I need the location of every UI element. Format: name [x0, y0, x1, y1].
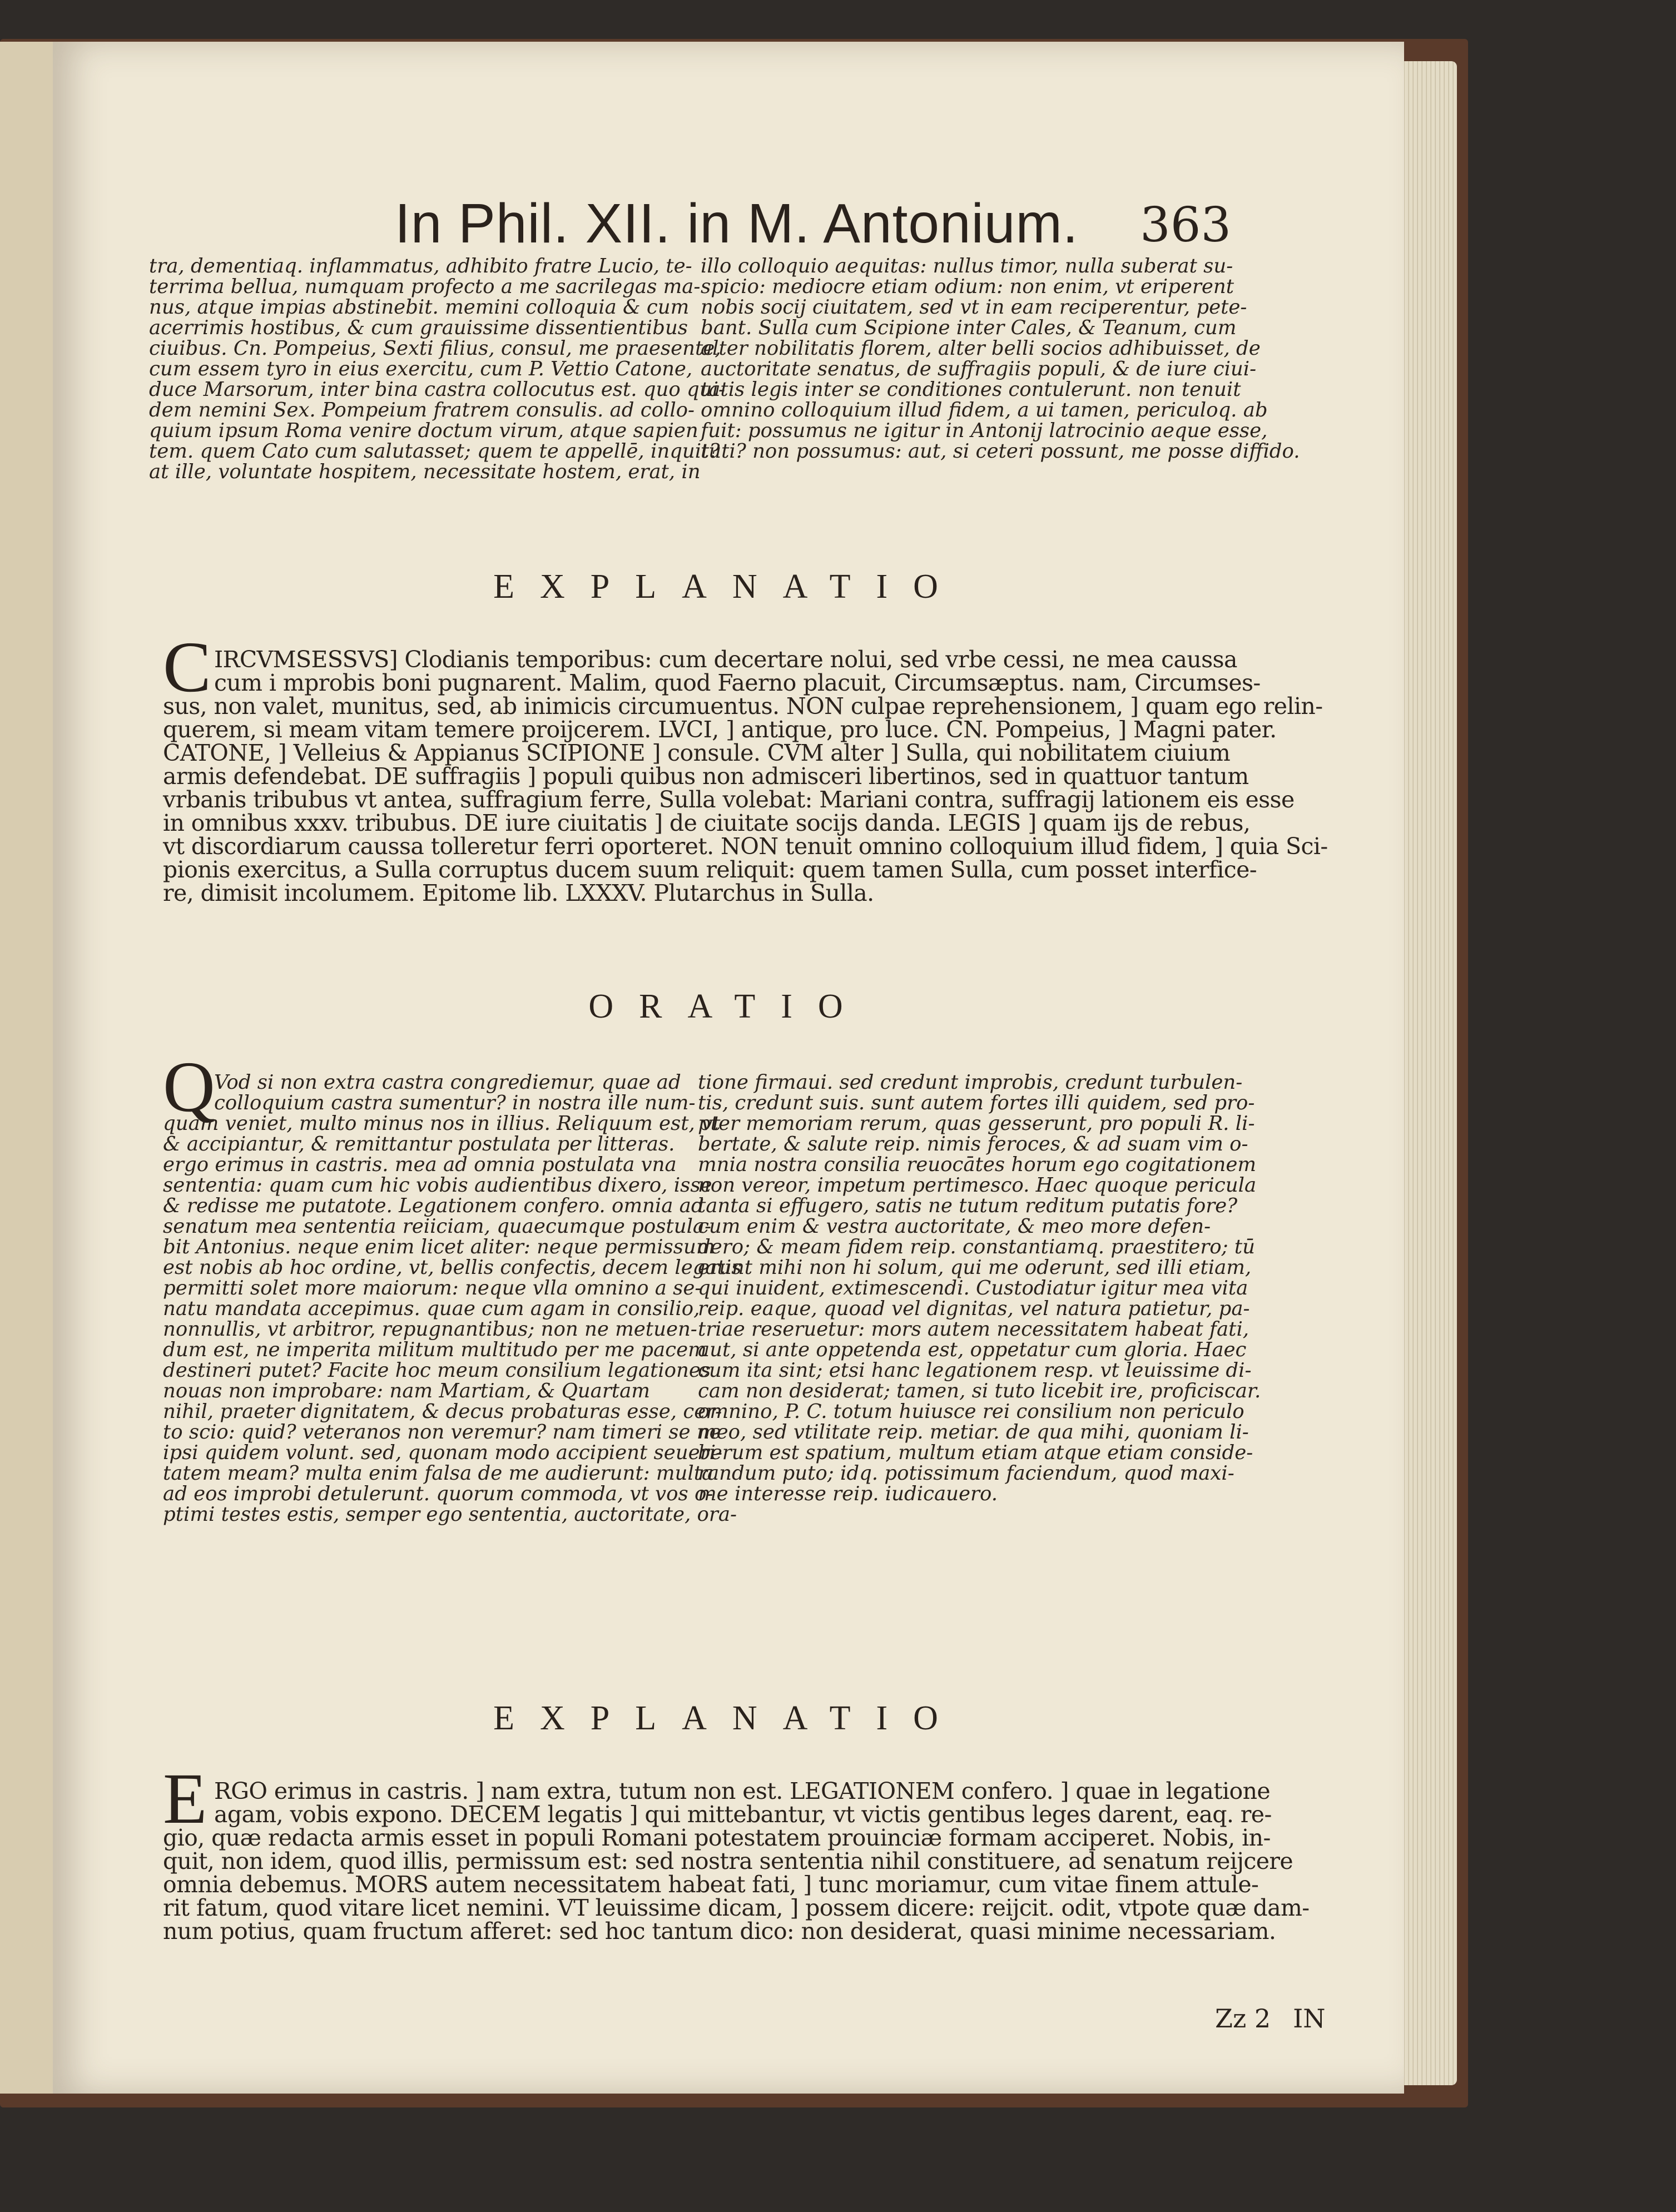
- text-line: omnino, P. C. totum huiusce rei consilium non periculo: [698, 1400, 1244, 1423]
- section-heading-oratio: ORATIO: [588, 988, 869, 1025]
- text-line: tatem meam? multa enim falsa de me audierunt: multa: [163, 1462, 714, 1485]
- explanatio-block-2: [214, 1779, 1272, 1826]
- text-line: acerrimis hostibus, & cum grauissime dissentientibus: [149, 316, 688, 339]
- text-line: sus, non valet, munitus, sed, ab inimicis circumuentus. NON culpae reprehensionem, ] quam ego relin-: [163, 693, 1323, 720]
- text-line: nus, atque impias abstinebit. memini colloquia & cum: [149, 296, 690, 319]
- text-line: CATONE, ] Velleius & Appianus SCIPIONE ] consule. CVM alter ] Sulla, qui nobilitatem ciuium: [163, 740, 1231, 766]
- text-line: nonnullis, vt arbitror, repugnantibus; non ne metuen-: [163, 1318, 697, 1341]
- explanatio-block-2-cont: [163, 1826, 1310, 1943]
- text-line: nobis socij ciuitatem, sed vt in eam reciperentur, pete-: [701, 296, 1247, 319]
- text-line: omnia debemus. MORS autem necessitatem habeat fati, ] tunc moriamur, cum vitae finem attule-: [163, 1871, 1259, 1898]
- page-number: 363: [1140, 197, 1232, 253]
- explanatio-block-1-cont: [163, 695, 1328, 905]
- drop-cap: C: [163, 627, 211, 707]
- text-line: illo colloquio aequitas: nullus timor, nulla suberat su-: [701, 255, 1233, 277]
- explanatio-block-1: [214, 648, 1261, 695]
- drop-cap: Q: [163, 1047, 215, 1127]
- text-line: duce Marsorum, inter bina castra collocutus est. quo qui-: [149, 378, 725, 401]
- text-line: omnino colloquium illud fidem, a ui tamen, periculoq. ab: [701, 399, 1268, 421]
- text-line: qui inuident, extimescendi. Custodiatur igitur mea vita: [698, 1277, 1248, 1300]
- text-line: berum est spatium, multum etiam atque etiam conside-: [698, 1441, 1253, 1464]
- text-line: rit fatum, quod vitare licet nemini. VT leuissime dicam, ] possem dicere: reijcit. odit, vtpote quæ dam-: [163, 1894, 1310, 1921]
- text-line: erunt mihi non hi solum, qui me oderunt, sed illi etiam,: [698, 1256, 1252, 1279]
- text-line: spicio: mediocre etiam odium: non enim, vt eriperent: [701, 275, 1234, 298]
- text-line: dero; & meam fidem reip. constantiamq. praestitero; tū: [698, 1236, 1256, 1258]
- text-line: permitti solet more maiorum: neque vlla omnino a se-: [163, 1277, 702, 1300]
- text-line: re, dimisit incolumem. Epitome lib. LXXXV. Plutarchus in Sulla.: [163, 880, 874, 906]
- text-line: alter nobilitatis florem, alter belli socios adhibuisset, de: [701, 337, 1261, 360]
- signature-line: [1215, 2003, 1348, 2034]
- drop-cap: E: [163, 1759, 207, 1839]
- book-page: [53, 42, 1404, 2094]
- text-line: & accipiantur, & remittantur postulata per litteras.: [163, 1133, 675, 1155]
- text-line: terrima bellua, numquam profecto a me sacrilegas ma-: [149, 275, 701, 298]
- text-line: non vereor, impetum pertimesco. Haec quoque pericula: [698, 1174, 1257, 1197]
- text-line: tuti? non possumus: aut, si ceteri possunt, me posse diffido.: [701, 440, 1300, 463]
- text-line: triae reseruetur: mors autem necessitatem habeat fati,: [698, 1318, 1249, 1341]
- text-line: tem. quem Cato cum salutasset; quem te appellē, inquit?: [149, 440, 720, 463]
- oratio-left-column: [163, 1113, 741, 1525]
- text-line: Vod si non extra castra congrediemur, quae ad: [214, 1071, 681, 1094]
- text-line: senatum mea sententia reiiciam, quaecumque postula-: [163, 1215, 712, 1238]
- text-line: cum i mprobis boni pugnarent. Malim, quod Faerno placuit, Circumsæptus. nam, Circumses-: [214, 669, 1261, 696]
- text-line: RGO erimus in castris. ] nam extra, tutum non est. LEGATIONEM confero. ] quae in legatione: [214, 1778, 1271, 1804]
- text-line: tatis legis inter se conditiones contulerunt. non tenuit: [701, 378, 1241, 401]
- text-line: tra, dementiaq. inflammatus, adhibito fratre Lucio, te-: [149, 255, 692, 277]
- text-line: aut, si ante oppetenda est, oppetatur cum gloria. Haec: [698, 1338, 1247, 1361]
- text-line: tis, credunt suis. sunt autem fortes illi quidem, sed pro-: [698, 1092, 1255, 1114]
- text-line: vrbanis tribubus vt antea, suffragium ferre, Sulla volebat: Mariani contra, suffragij lationem eis esse: [163, 786, 1295, 813]
- section-heading-explanatio: EXPLANATIO: [493, 1699, 964, 1737]
- text-line: armis defendebat. DE suffragiis ] populi quibus non admisceri libertinos, sed in quattuor tantum: [163, 763, 1249, 790]
- text-line: cam non desiderat; tamen, si tuto licebit ire, proficiscar.: [698, 1380, 1261, 1402]
- text-line: destineri putet? Facite hoc meum consilium legationes: [163, 1359, 711, 1382]
- signature-mark: Zz 2: [1215, 2003, 1271, 2034]
- text-line: randum puto; idq. potissimum faciendum, quod maxi-: [698, 1462, 1234, 1485]
- text-line: natu mandata accepimus. quae cum agam in consilio,: [163, 1297, 700, 1320]
- text-line: gio, quæ redacta armis esset in populi Romani potestatem prouinciæ formam acciperet. Nobis, in-: [163, 1824, 1271, 1851]
- text-line: me interesse reip. iudicauero.: [698, 1482, 998, 1505]
- text-line: & redisse me putatote. Legationem confero. omnia ad: [163, 1194, 704, 1217]
- text-line: ptimi testes estis, semper ego sententia, auctoritate, ora-: [163, 1503, 737, 1526]
- top-right-column: [701, 256, 1300, 462]
- text-line: colloquium castra sumentur? in nostra ille num-: [214, 1092, 696, 1114]
- text-line: bertate, & salute reip. nimis feroces, & ad suam vim o-: [698, 1133, 1248, 1155]
- text-line: quium ipsum Roma venire doctum virum, atque sapien: [149, 419, 698, 442]
- text-line: bit Antonius. neque enim licet aliter: neque permissum: [163, 1236, 715, 1258]
- text-line: querem, si meam vitam temere proijcerem. LVCI, ] antique, pro luce. CN. Pompeius, ] Magni pater.: [163, 716, 1277, 743]
- text-line: tanta si effugero, satis ne tutum reditum putatis fore?: [698, 1194, 1238, 1217]
- text-line: nouas non improbare: nam Martiam, & Quartam: [163, 1380, 650, 1402]
- text-line: sententia: quam cum hic vobis audientibus dixero, isse: [163, 1174, 712, 1197]
- text-line: cum ita sint; etsi hanc legationem resp. vt leuissime di-: [698, 1359, 1252, 1382]
- text-line: ad eos improbi detulerunt. quorum commoda, vt vos o-: [163, 1482, 713, 1505]
- text-line: fuit: possumus ne igitur in Antonij latrocinio aeque esse,: [701, 419, 1268, 442]
- text-line: dem nemini Sex. Pompeium fratrem consulis. ad collo-: [149, 399, 695, 421]
- text-line: quam veniet, multo minus nos in illius. Reliquum est, vt: [163, 1112, 721, 1135]
- text-line: IRCVMSESSVS] Clodianis temporibus: cum decertare nolui, sed vrbe cessi, ne mea caussa: [214, 646, 1237, 673]
- text-line: vt discordiarum caussa tolleretur ferri oporteret. NON tenuit omnino colloquium illud fidem, ] quia Sci-: [163, 833, 1328, 860]
- text-line: to scio: quid? veteranos non veremur? nam timeri se ne: [163, 1421, 721, 1444]
- text-line: agam, vobis expono. DECEM legatis ] qui mittebantur, vt victis gentibus leges darent, eaq. re-: [214, 1801, 1272, 1828]
- running-head: In Phil. XII. in M. Antonium.: [395, 192, 1079, 255]
- text-line: mnia nostra consilia reuocātes horum ego cogitationem: [698, 1153, 1257, 1176]
- text-line: bant. Sulla cum Scipione inter Cales, & Teanum, cum: [701, 316, 1237, 339]
- text-line: reip. eaque, quoad vel dignitas, vel natura patietur, pa-: [698, 1297, 1250, 1320]
- text-line: dum est, ne imperita militum multitudo per me pacem: [163, 1338, 707, 1361]
- text-line: cum enim & vestra auctoritate, & meo more defen-: [698, 1215, 1211, 1238]
- catchword: IN: [1293, 2003, 1326, 2034]
- text-line: at ille, voluntate hospitem, necessitate hostem, erat, in: [149, 460, 701, 483]
- text-line: quit, non idem, quod illis, permissum est: sed nostra sententia nihil constituere, ad senatum reijcere: [163, 1848, 1293, 1874]
- text-line: ipsi quidem volunt. sed, quonam modo accipient seueri-: [163, 1441, 722, 1464]
- text-line: tione firmaui. sed credunt improbis, credunt turbulen-: [698, 1071, 1243, 1094]
- text-line: ciuibus. Cn. Pompeius, Sexti filius, consul, me praesente,: [149, 337, 721, 360]
- text-line: pter memoriam rerum, quas gesserunt, pro populi R. li-: [698, 1112, 1255, 1135]
- text-line: auctoritate senatus, de suffragiis populi, & de iure ciui-: [701, 358, 1257, 380]
- oratio-right-column: [698, 1072, 1261, 1504]
- text-line: meo, sed vtilitate reip. metiar. de qua mihi, quoniam li-: [698, 1421, 1249, 1444]
- left-page-edge: [0, 42, 53, 2094]
- text-line: in omnibus xxxv. tribubus. DE iure ciuitatis ] de ciuitate socijs danda. LEGIS ] quam ijs de rebus,: [163, 810, 1251, 836]
- text-line: cum essem tyro in eius exercitu, cum P. Vettio Catone,: [149, 358, 693, 380]
- oratio-left-column-top: [214, 1072, 695, 1113]
- top-left-column: [149, 256, 725, 482]
- text-line: nihil, praeter dignitatem, & decus probaturas esse, cer-: [163, 1400, 722, 1423]
- text-line: est nobis ab hoc ordine, vt, bellis confectis, decem legatis: [163, 1256, 742, 1279]
- text-line: ergo erimus in castris. mea ad omnia postulata vna: [163, 1153, 677, 1176]
- text-line: num potius, quam fructum afferet: sed hoc tantum dico: non desiderat, quasi minime necessariam.: [163, 1918, 1276, 1945]
- section-heading-explanatio: EXPLANATIO: [493, 568, 964, 606]
- text-line: pionis exercitus, a Sulla corruptus ducem suum reliquit: quem tamen Sulla, cum posset interfice-: [163, 856, 1257, 883]
